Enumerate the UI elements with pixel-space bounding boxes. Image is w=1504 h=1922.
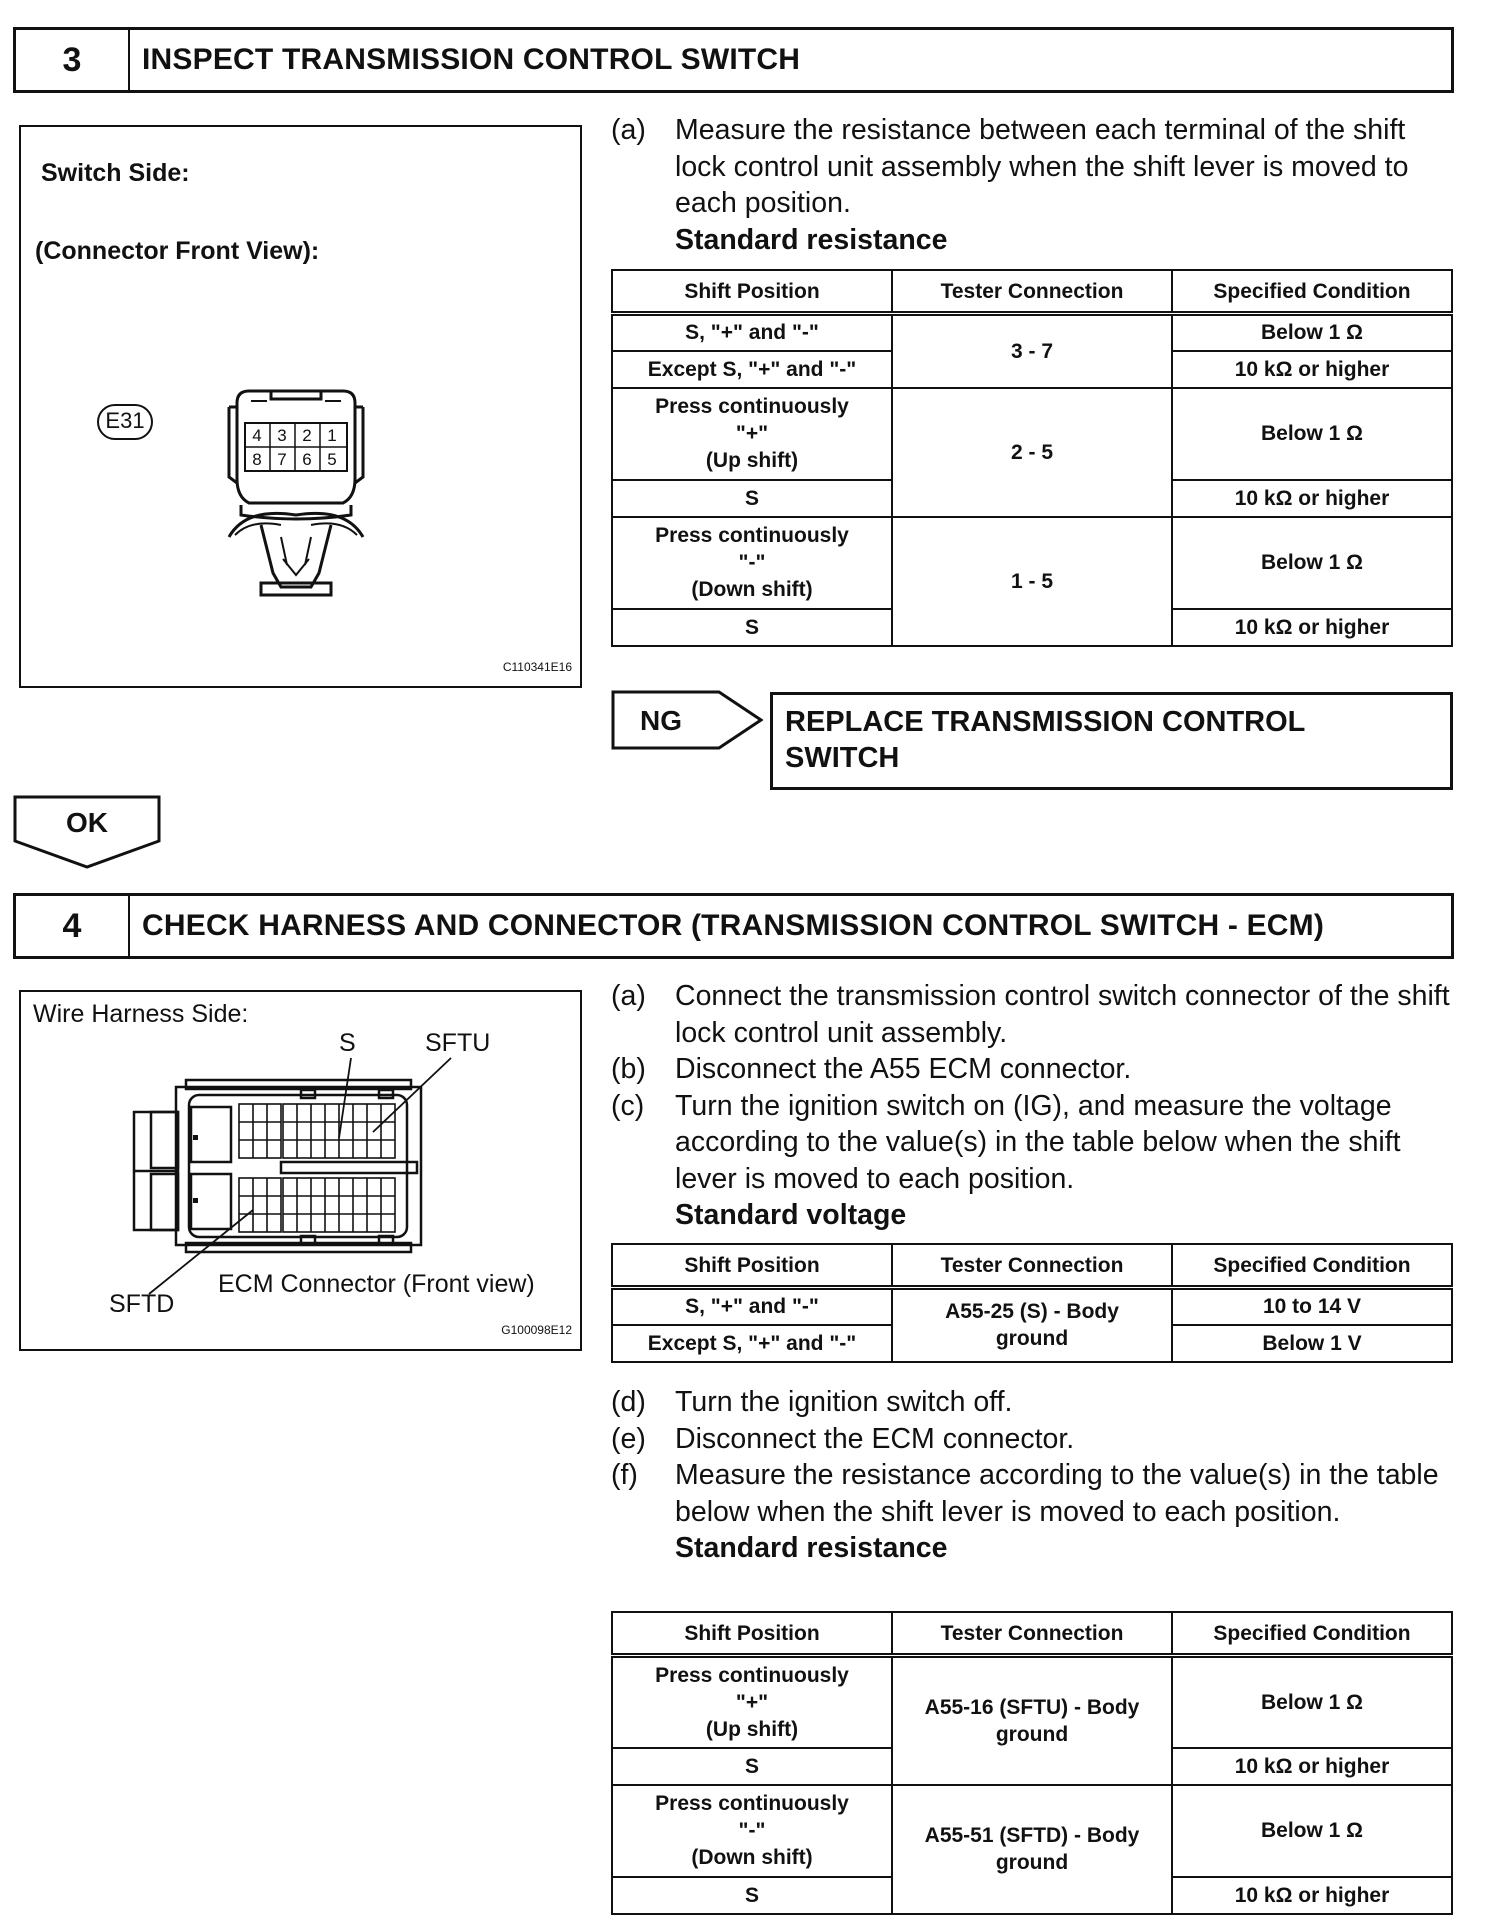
table-title: Standard resistance [675, 223, 948, 256]
column-header: Specified Condition [1172, 1612, 1452, 1656]
step-title: CHECK HARNESS AND CONNECTOR (TRANSMISSION CONTROL SWITCH - ECM) [142, 909, 1325, 942]
pin-label: 1 [327, 426, 337, 445]
shift-position-cell: S [612, 1748, 892, 1785]
pin-label: 4 [252, 426, 262, 445]
step-3-instructions [611, 112, 1461, 258]
instruction-letter: (a) [611, 980, 646, 1012]
instruction-text: Turn the ignition switch on (IG), and measure the voltage according to the value(s) in the table below when the shift lever is moved to each position. [675, 1089, 1401, 1195]
voltage-table [611, 1243, 1453, 1363]
shift-position-cell: S [612, 609, 892, 646]
table-header-row [612, 1244, 1452, 1288]
column-header: Shift Position [612, 1612, 892, 1656]
ng-action-text: SWITCH [785, 742, 900, 774]
condition-cell: Below 1 Ω [1172, 1656, 1452, 1748]
pin-label: 3 [277, 426, 287, 445]
condition-cell: 10 to 14 V [1172, 1288, 1452, 1325]
column-header: Tester Connection [892, 1612, 1172, 1656]
shift-position-cell: S [612, 480, 892, 517]
cell-line: "-" [738, 1819, 766, 1842]
tester-connection-cell [892, 1288, 1172, 1362]
column-header: Tester Connection [892, 1244, 1172, 1288]
instruction-item [611, 112, 1461, 222]
shift-position-cell: Except S, "+" and "-" [612, 1325, 892, 1362]
instruction-text: Disconnect the A55 ECM connector. [675, 1053, 1132, 1085]
cell-line: "+" [735, 1690, 769, 1714]
wire-harness-figure [19, 990, 582, 1351]
condition-cell: 10 kΩ or higher [1172, 480, 1452, 517]
pin-label: 2 [302, 426, 312, 445]
resistance-table-2 [611, 1611, 1453, 1915]
table-row [612, 388, 1452, 480]
cell-line: Press continuously [655, 524, 849, 547]
table-header-row [612, 1612, 1452, 1656]
instruction-letter: (a) [611, 114, 646, 146]
cell-line: ground [995, 1722, 1069, 1746]
tester-connection-cell [892, 1656, 1172, 1785]
pin-label: 8 [252, 450, 262, 469]
pin-label: 5 [327, 450, 337, 469]
instruction-letter: (e) [611, 1422, 646, 1455]
column-header: Shift Position [612, 1244, 892, 1288]
condition-cell: Below 1 Ω [1172, 1785, 1452, 1877]
instruction-item [611, 1421, 1461, 1458]
shift-position-cell [612, 388, 892, 480]
ng-action-text: REPLACE TRANSMISSION CONTROL [785, 706, 1306, 738]
cell-line: Press continuously [655, 1792, 849, 1815]
instruction-letter: (c) [611, 1089, 645, 1122]
step-4-instructions-1 [611, 978, 1461, 1234]
cell-line: Press continuously [655, 1663, 849, 1687]
step-number: 3 [16, 30, 130, 90]
shift-position-cell: S, "+" and "-" [612, 1288, 892, 1325]
tester-connection-cell: 2 - 5 [892, 388, 1172, 517]
ng-action-box [770, 692, 1453, 790]
instruction-item [611, 978, 1461, 1051]
step-4-instructions-2 [611, 1384, 1461, 1567]
figure-label: SFTD [109, 1290, 175, 1318]
condition-cell: Below 1 Ω [1172, 388, 1452, 480]
ok-label: OK [66, 807, 108, 838]
instruction-item [611, 1088, 1461, 1198]
condition-cell: Below 1 Ω [1172, 314, 1452, 351]
figure-label: SFTU [425, 1029, 491, 1057]
figure-label: Wire Harness Side: [33, 1000, 249, 1028]
table-row [612, 1785, 1452, 1877]
table-row [612, 517, 1452, 609]
ng-arrow [611, 690, 763, 750]
table-title: Standard voltage [675, 1199, 907, 1231]
switch-connector-drawing [221, 387, 421, 637]
shift-position-cell [612, 1656, 892, 1748]
cell-line: A55-16 (SFTU) - Body [924, 1695, 1140, 1719]
cell-line: (Up shift) [705, 449, 799, 472]
figure-label: Switch Side: [41, 159, 190, 187]
shift-position-cell [612, 517, 892, 609]
cell-line: A55-51 (SFTD) - Body [924, 1824, 1140, 1847]
instruction-item [611, 1384, 1461, 1421]
table-row [612, 314, 1452, 351]
cell-line: (Down shift) [691, 1846, 813, 1869]
tester-connection-cell [892, 1785, 1172, 1914]
figure-label: (Connector Front View): [35, 237, 320, 265]
column-header: Specified Condition [1172, 270, 1452, 314]
pin-label: 6 [302, 450, 312, 469]
cell-line: A55-25 (S) - Body [945, 1300, 1119, 1324]
step-3-header [13, 27, 1454, 93]
ng-label: NG [640, 705, 682, 736]
instruction-text: Turn the ignition switch off. [675, 1386, 1013, 1418]
cell-line: (Up shift) [705, 1717, 799, 1741]
ecm-connector-drawing [21, 992, 580, 1349]
instruction-letter: (d) [611, 1386, 646, 1418]
cell-line: "-" [738, 551, 766, 574]
column-header: Tester Connection [892, 270, 1172, 314]
cell-line: Press continuously [655, 395, 849, 418]
connector-id-badge: E31 [97, 404, 153, 440]
instruction-text: Disconnect the ECM connector. [675, 1422, 1075, 1455]
figure-label: ECM Connector (Front view) [218, 1270, 535, 1298]
cell-line: ground [995, 1851, 1069, 1874]
tester-connection-cell: 3 - 7 [892, 314, 1172, 388]
table-row [612, 1656, 1452, 1748]
shift-position-cell: S, "+" and "-" [612, 314, 892, 351]
shift-position-cell [612, 1785, 892, 1877]
condition-cell: 10 kΩ or higher [1172, 1877, 1452, 1914]
instruction-text: Measure the resistance between each terminal of the shift lock control unit assembly when the shift lever is moved to each position. [675, 114, 1409, 219]
pin-label: 7 [277, 450, 287, 469]
ok-arrow [13, 795, 163, 869]
column-header: Specified Condition [1172, 1244, 1452, 1288]
shift-position-cell: Except S, "+" and "-" [612, 351, 892, 388]
cell-line: (Down shift) [691, 578, 813, 601]
resistance-table [611, 269, 1453, 647]
table-title: Standard resistance [675, 1532, 948, 1564]
condition-cell: Below 1 V [1172, 1325, 1452, 1362]
step-number: 4 [16, 896, 130, 956]
instruction-item [611, 1051, 1461, 1088]
figure-code: G100098E12 [501, 1323, 572, 1337]
cell-line: "+" [735, 422, 769, 445]
column-header: Shift Position [612, 270, 892, 314]
table-header-row [612, 270, 1452, 314]
figure-label: S [339, 1029, 356, 1057]
instruction-text: Connect the transmission control switch connector of the shift lock control unit assembly. [675, 980, 1450, 1049]
cell-line: ground [995, 1327, 1069, 1351]
instruction-letter: (f) [611, 1459, 638, 1491]
tester-connection-cell: 1 - 5 [892, 517, 1172, 646]
instruction-text: Measure the resistance according to the value(s) in the table below when the shift lever is moved to each position. [675, 1459, 1439, 1528]
condition-cell: 10 kΩ or higher [1172, 609, 1452, 646]
step-title: INSPECT TRANSMISSION CONTROL SWITCH [142, 43, 801, 76]
table-row [612, 1288, 1452, 1325]
instruction-letter: (b) [611, 1053, 646, 1085]
condition-cell: 10 kΩ or higher [1172, 351, 1452, 388]
switch-connector-figure [19, 125, 582, 688]
condition-cell: 10 kΩ or higher [1172, 1748, 1452, 1785]
step-4-header [13, 893, 1454, 959]
figure-code: C110341E16 [502, 660, 572, 674]
shift-position-cell: S [612, 1877, 892, 1914]
instruction-item [611, 1457, 1461, 1530]
condition-cell: Below 1 Ω [1172, 517, 1452, 609]
